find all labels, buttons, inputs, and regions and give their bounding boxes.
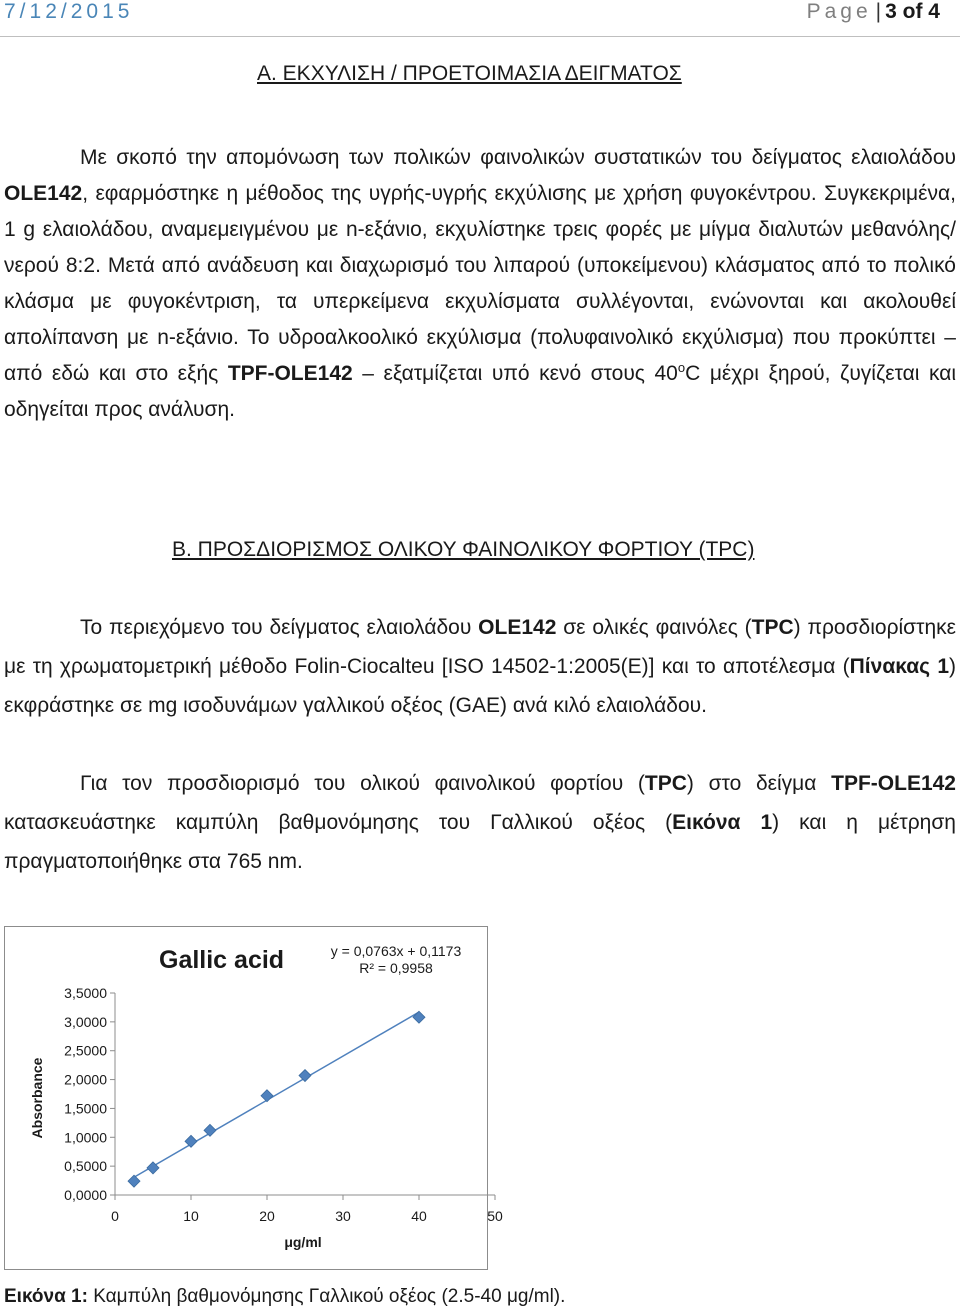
y-tick-label: 0,5000 <box>64 1158 107 1175</box>
header-date: 7/12/2015 <box>4 0 134 23</box>
x-axis-label: μg/ml <box>284 1234 322 1250</box>
figure-reference: Εικόνα 1 <box>672 811 773 834</box>
x-tick-label: 20 <box>259 1208 275 1224</box>
y-tick-label: 0,0000 <box>64 1187 107 1203</box>
page-word: Page <box>806 0 872 23</box>
y-tick-label: 2,5000 <box>64 1042 107 1059</box>
y-tick-label: 3,5000 <box>64 985 107 1001</box>
x-tick-label: 10 <box>183 1208 199 1224</box>
trendline-equation: y = 0,0763x + 0,1173 <box>330 943 462 959</box>
y-axis-label: Absorbance <box>29 1057 45 1139</box>
section-b-paragraph-1: Το περιεχόμενο του δείγματος ελαιολάδου OLE142 σε ολικές φαινόλες (TPC) προσδιορίστηκε με τη χρωματομετρική μέθοδο Folin-Ciocalteu [ISO 14502-1:2005(E)] και το αποτέλεσμα (Πίνακας 1) εκφράστηκε σε mg ισοδυνάμων γαλλικού οξέος (GAE) ανά κιλό ελαιολάδου. <box>4 616 957 717</box>
r-squared-label: R² = 0,9958 <box>359 960 433 976</box>
calibration-chart <box>4 926 503 1270</box>
plot-area <box>64 985 503 1224</box>
x-tick-label: 30 <box>335 1208 351 1224</box>
chart-svg <box>5 927 503 1269</box>
y-tick-label: 2,0000 <box>64 1071 107 1088</box>
x-tick-label: 0 <box>111 1208 119 1224</box>
figure-caption <box>4 1286 565 1308</box>
data-point <box>204 1124 216 1136</box>
header-divider <box>0 36 960 37</box>
data-point <box>413 1011 425 1023</box>
y-tick-label: 3,0000 <box>64 1013 107 1030</box>
data-point <box>185 1135 197 1147</box>
extract-code: TPF-OLE142 <box>227 362 353 385</box>
header-page-indicator <box>807 0 940 24</box>
chart-title: Gallic acid <box>159 946 285 974</box>
caption-text: Καμπύλη βαθμονόμησης Γαλλικού οξέος (2.5-40 μg/ml). <box>87 1286 566 1307</box>
caption-label: Εικόνα 1: <box>4 1286 88 1307</box>
page-separator: | <box>875 0 882 23</box>
section-b-paragraph-2: Για τον προσδιορισμό του ολικού φαινολικού φορτίου (TPC) στο δείγμα TPF-OLE142 κατασκευάστηκε καμπύλη βαθμονόμησης του Γαλλικού οξέος (Εικόνα 1) και η μέτρηση πραγματοποιήθηκε στα 765 nm. <box>4 772 956 873</box>
section-b-title: Β. ΠΡΟΣΔΙΟΡΙΣΜΟΣ ΟΛΙΚΟΥ ΦΑΙΝΟΛΙΚΟΥ ΦΟΡΤΙΟΥ (TPC) <box>172 538 755 561</box>
table-reference: Πίνακας 1 <box>849 655 950 678</box>
x-tick-label: 50 <box>487 1208 503 1224</box>
y-tick-label: 1,5000 <box>64 1100 107 1117</box>
page-number: 3 of 4 <box>885 0 940 23</box>
data-point <box>261 1090 273 1102</box>
y-tick-label: 1,0000 <box>64 1129 107 1146</box>
trendline <box>134 1012 419 1177</box>
data-point <box>128 1175 140 1187</box>
sample-code: OLE142 <box>4 182 83 205</box>
section-a-title: Α. ΕΚΧΥΛΙΣΗ / ΠΡΟΕΤΟΙΜΑΣΙΑ ΔΕΙΓΜΑΤΟΣ <box>257 62 682 85</box>
section-a-paragraph: Με σκοπό την απομόνωση των πολικών φαινολικών συστατικών του δείγματος ελαιολάδου OLE142, εφαρμόστηκε η μέθοδος της υγρής-υγρής εκχύλισης με χρήση φυγοκέντρου. Συγκεκριμένα, 1 g ελαιολάδου, αναμεμειγμένου με n-εξάνιο, εκχυλίστηκε τρεις φορές με μίγμα διαλυτών μεθανόλης/νερού 8:2. Μετά από ανάδευση και διαχωρισμό του λιπαρού (υποκείμενου) κλάσματος από το πολικό κλάσμα με φυγοκέντριση, τα υπερκείμενα εκχυλίσματα συλλέγονται, ενώνονται και ακολουθεί απολίπανση με n-εξάνιο. Το υδροαλκοολικό εκχύλισμα (πολυφαινολικό εκχύλισμα) που προκύπτει – από εδώ και στο εξής TPF-OLE142 – εξατμίζεται υπό κενό στους $40^oC$ μέχρι ξηρού, ζυγίζεται και οδηγείται προς ανάλυση. <box>4 146 957 421</box>
x-tick-label: 40 <box>411 1208 427 1224</box>
